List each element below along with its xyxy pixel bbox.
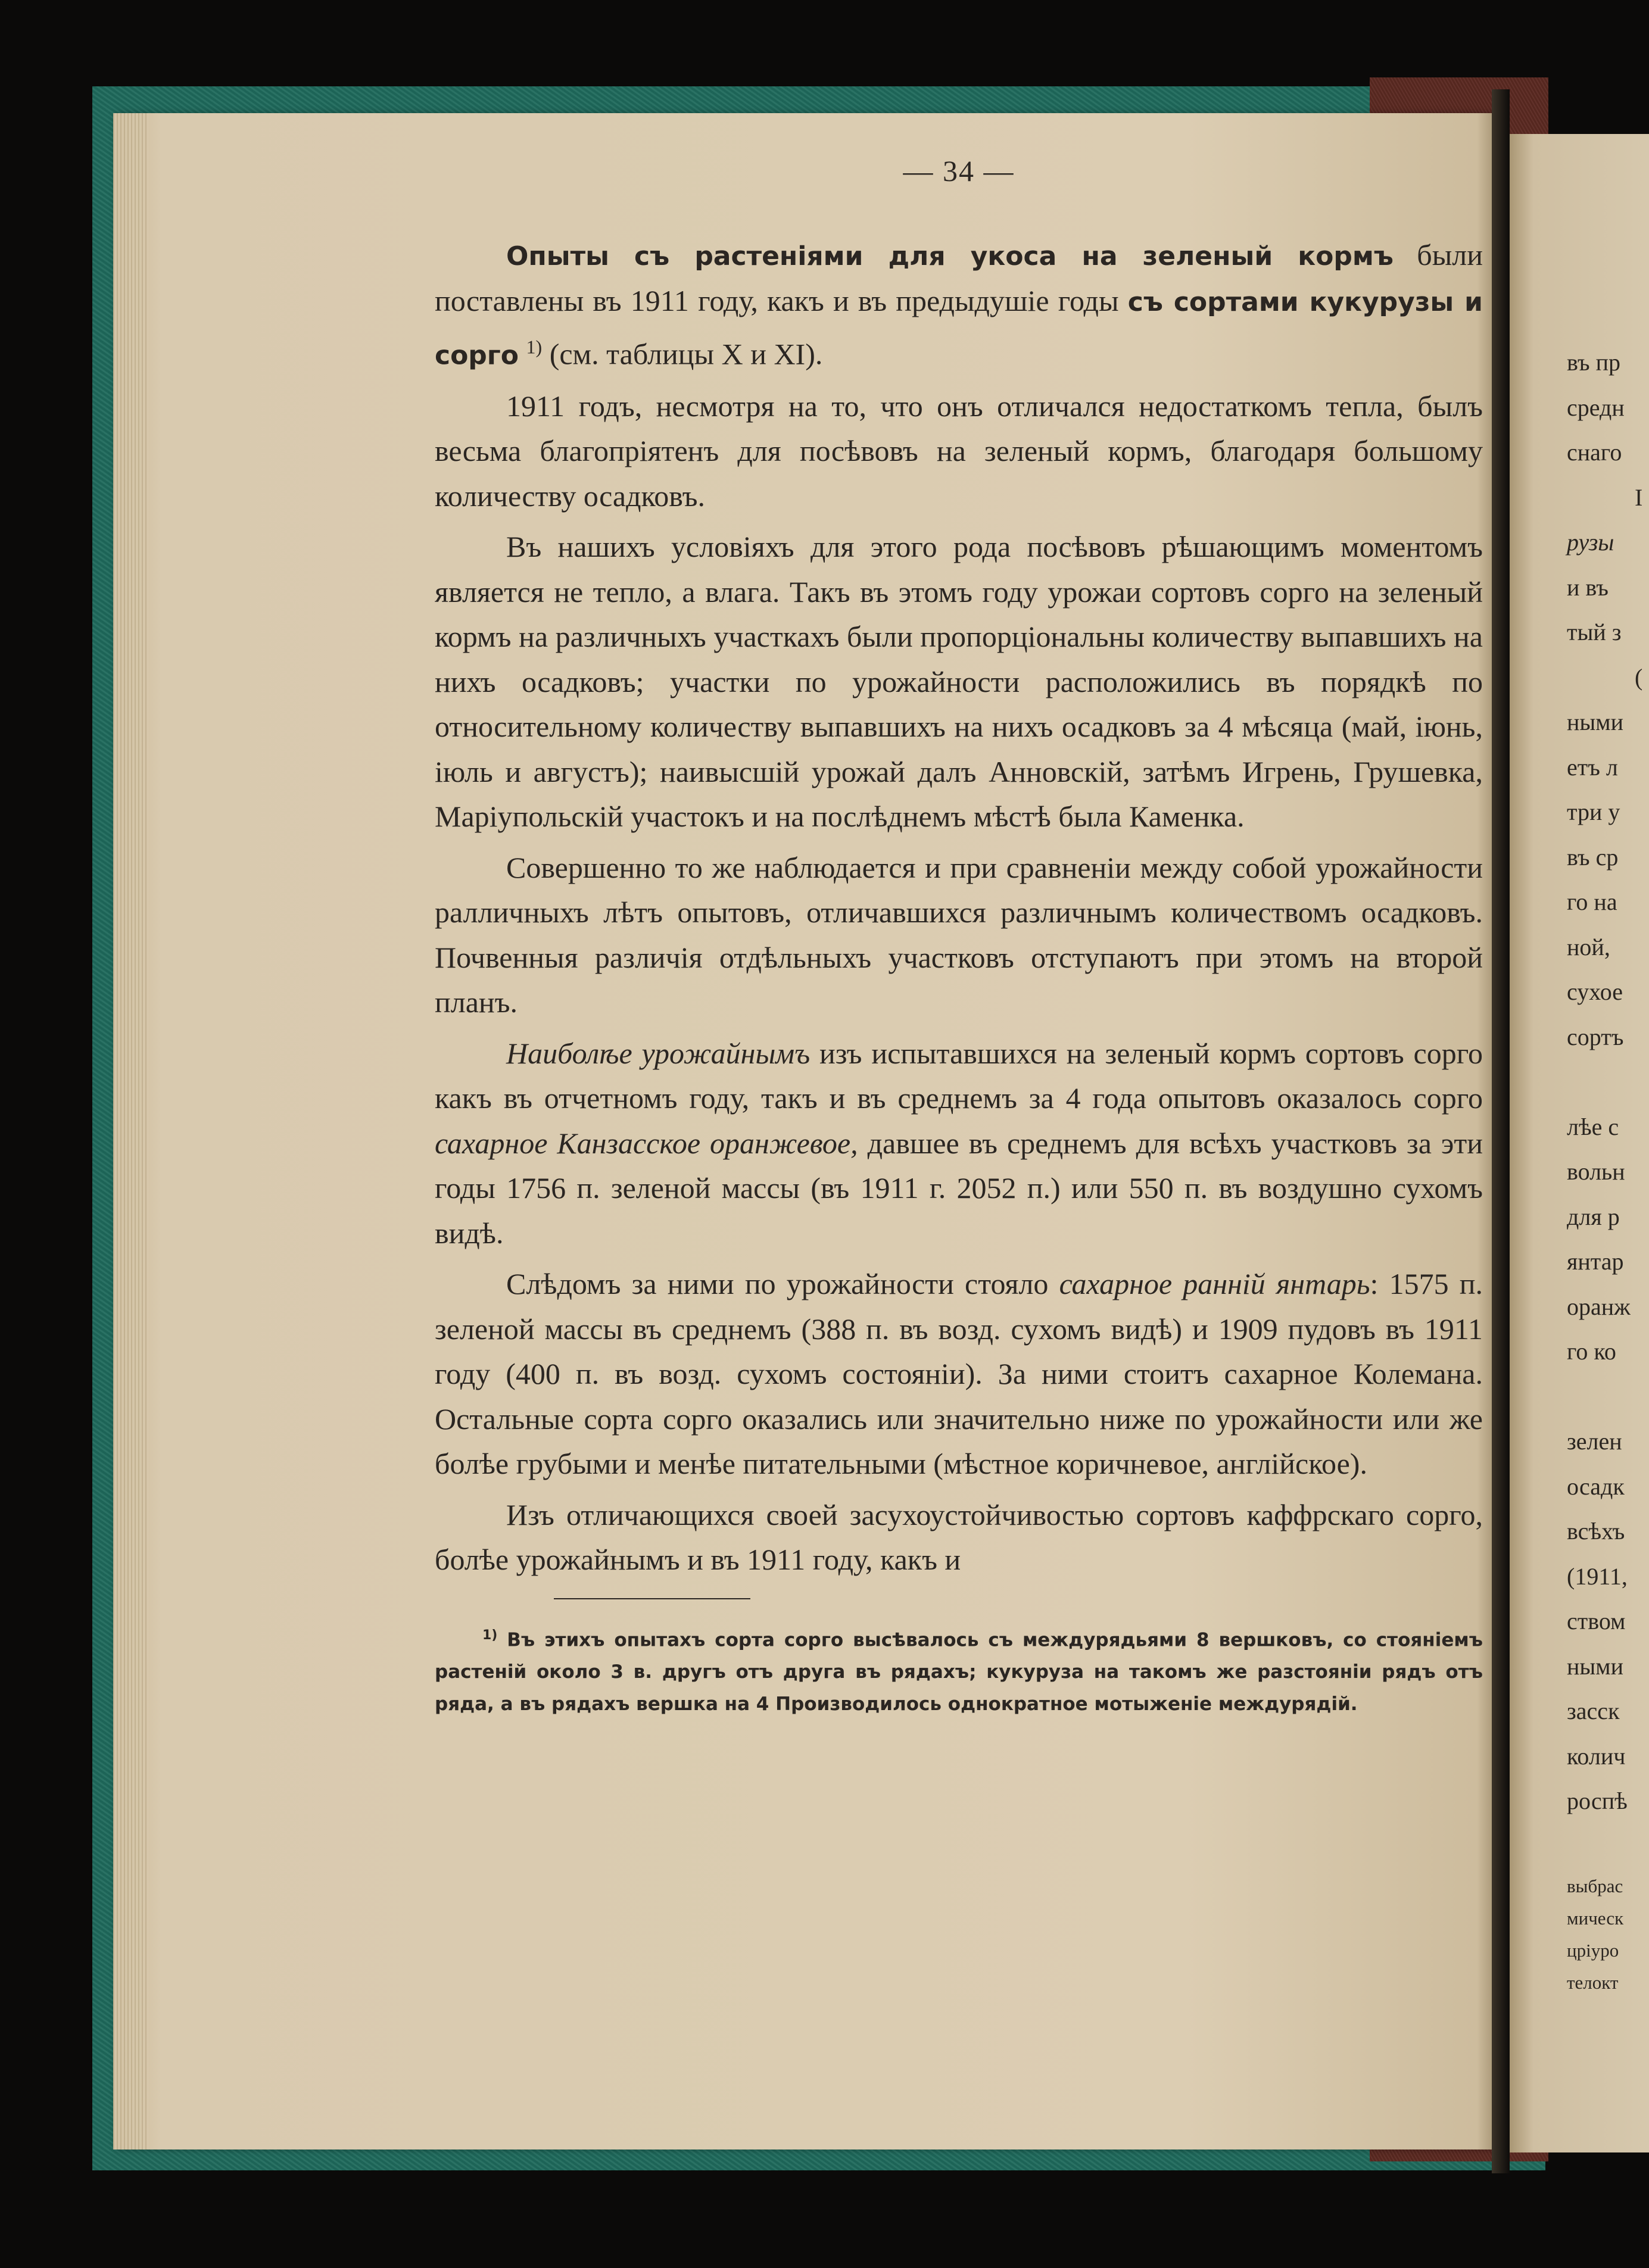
right-page-line: тый з — [1567, 619, 1622, 645]
footnote-mark: 1) — [482, 1627, 498, 1643]
right-page-line: осадк — [1567, 1473, 1625, 1500]
right-page-line: ными — [1567, 1652, 1623, 1680]
right-page-line: три у — [1567, 798, 1620, 825]
right-page-line: для р — [1567, 1203, 1620, 1230]
paragraph-text: (см. таблицы X и XI). — [542, 337, 823, 371]
italic-variety-name: сахарное Канзасское оранжевое, — [435, 1126, 858, 1160]
right-page-line: ством — [1567, 1608, 1626, 1634]
paragraph-5 — [435, 1031, 1483, 1256]
page-edges — [113, 113, 149, 2150]
right-page-footnote-line: выбрас — [1567, 1876, 1623, 1896]
right-page-line: I — [1635, 483, 1643, 511]
right-page-line: вольн — [1567, 1158, 1625, 1185]
paragraph-1 — [435, 233, 1483, 378]
right-page-footnote-line: цріуро — [1567, 1940, 1619, 1961]
footnote — [435, 1620, 1483, 1720]
right-page-line: снаго — [1567, 439, 1622, 466]
paragraph-text: были поставлены въ 1911 году, какъ и въ предыдушіе годы — [435, 238, 1483, 317]
right-page-line: рузы — [1567, 529, 1614, 556]
paragraph-6 — [435, 1262, 1483, 1487]
right-page-line: янтар — [1567, 1248, 1624, 1275]
footnote-divider — [554, 1598, 750, 1599]
paragraph-text: Слѣдомъ за ними по урожайности стояло — [506, 1267, 1059, 1301]
right-page-line: лѣе с — [1567, 1113, 1619, 1140]
right-page-line: средн — [1567, 394, 1625, 421]
right-page-line: ной, — [1567, 933, 1610, 960]
right-page-line: всѣхъ — [1567, 1518, 1625, 1545]
right-page-line: оранж — [1567, 1293, 1631, 1320]
paragraph-2: 1911 годъ, несмотря на то, что онъ отличался недостаткомъ тепла, былъ весьма благопріятенъ для посѣвовъ на зеленый кормъ, благодаря большому количеству осадковъ. — [435, 389, 1483, 513]
right-page-line: етъ л — [1567, 753, 1618, 781]
right-page-line: сортъ — [1567, 1023, 1624, 1050]
right-page-line: зелен — [1567, 1428, 1622, 1455]
right-page-line: роспѣ — [1567, 1787, 1628, 1814]
right-page-line: (1911, — [1567, 1562, 1628, 1590]
page-number: — 34 — — [903, 154, 1015, 188]
paragraph-text: изъ испытавшихся на зеленый кормъ сортовъ сорго какъ въ отчетномъ году, такъ и въ среднемъ за 4 года опытовъ оказалось сорго — [435, 1036, 1483, 1115]
paragraph-7: Изъ отличающихся своей засухоустойчивостью сортовъ каффрскаго сорго, болѣе урожайнымъ и въ 1911 году, какъ и — [435, 1498, 1483, 1577]
right-page-line: го на — [1567, 888, 1617, 915]
book-gutter — [1492, 89, 1510, 2173]
page-text — [435, 149, 1483, 1739]
paragraph-4: Совершенно то же наблюдается и при сравненіи между собой урожайности ралличныхъ лѣтъ опытовъ, отличавшихся различнымъ количествомъ осадковъ. Почвенныя различія отдѣльныхъ участковъ отступаютъ при этомъ на второй планъ. — [435, 850, 1483, 1019]
right-page-footnote-line: мическ — [1567, 1908, 1624, 1929]
footnote-text: Въ этихъ опытахъ сорта сорго высѣвалось съ междурядьями 8 вершковъ, со стояніемъ растеній около 3 в. другъ отъ друга въ рядахъ; кукуруза на такомъ же разстояніи рядъ отъ ряда, а въ рядахъ вершка на 4 Производилось однократное мотыженіе междурядій. — [435, 1629, 1483, 1715]
paragraph-text: давшее въ среднемъ для всѣхъ участковъ за эти годы 1756 п. зеленой массы (въ 1911 г. 2052 п.) или 550 п. въ воздушно сухомъ видѣ. — [435, 1126, 1483, 1250]
italic-phrase: Наиболѣе урожайнымъ — [506, 1036, 811, 1070]
paragraph-text: : 1575 п. зеленой массы въ среднемъ (388 п. въ возд. сухомъ видѣ) и 1909 пудовъ въ 1911 году (400 п. въ возд. сухомъ состояніи). За ними стоитъ сахарное Колемана. Остальные сорта сорго оказались или значительно ниже по урожайности или же болѣе грубыми и менѣе питательными (мѣстное коричневое, англійское). — [435, 1267, 1483, 1481]
right-page — [1510, 134, 1649, 2152]
right-page-line: въ ср — [1567, 843, 1619, 871]
bold-heading: Опыты съ растеніями для укоса на зеленый кормъ — [506, 241, 1394, 272]
right-page-line: и въ — [1567, 573, 1609, 601]
right-page-line: ( — [1635, 663, 1643, 691]
right-page-line: въ пр — [1567, 349, 1620, 376]
right-page-line: ными — [1567, 709, 1623, 735]
right-page-footnote-line: телокт — [1567, 1972, 1619, 1993]
footnote-ref: 1) — [526, 336, 543, 358]
right-page-line: го ко — [1567, 1338, 1616, 1365]
right-page-line: засск — [1567, 1698, 1620, 1724]
right-page-line: сухое — [1567, 978, 1623, 1005]
right-page-line: колич — [1567, 1742, 1626, 1770]
bold-phrase: съ сортами кукурузы и сорго — [435, 287, 1483, 371]
italic-variety-name: сахарное ранній янтарь — [1059, 1267, 1370, 1301]
paragraph-3: Въ нашихъ условіяхъ для этого рода посѣвовъ рѣшающимъ моментомъ является не тепло, а влага. Такъ въ этомъ году урожаи сортовъ сорго на зеленый кормъ на различныхъ участкахъ были пропорціональны количеству выпавшихъ на нихъ осадковъ; участки по урожайности расположились въ порядкѣ по относительному количеству выпавшихъ на нихъ осадковъ за 4 мѣсяца (май, іюнь, іюль и августъ); наивысшій урожай далъ Анновскій, затѣмъ Игрень, Грушевка, Маріупольскій участокъ и на послѣднемъ мѣстѣ была Каменка. — [435, 530, 1483, 834]
